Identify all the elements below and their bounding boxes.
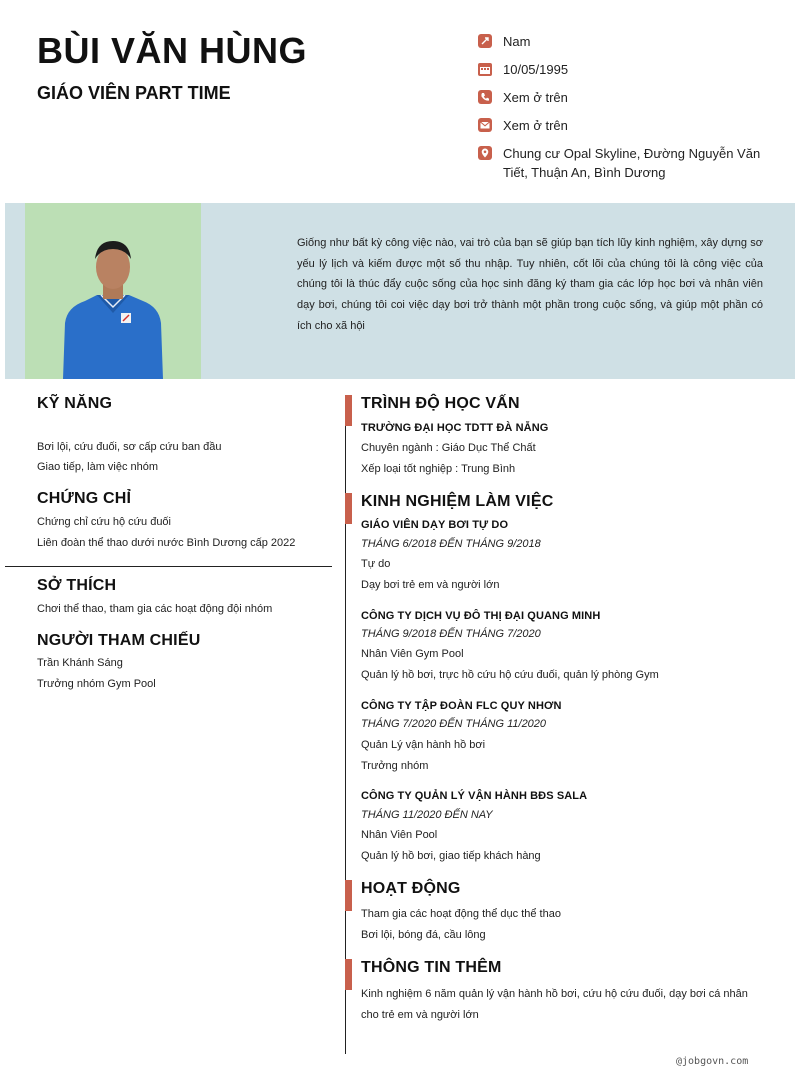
address-value: Chung cư Opal Skyline, Đường Nguyễn Văn Tiết, Thuận An, Bình Dương [503, 146, 761, 180]
contact-email [478, 116, 768, 135]
job-role: Tự do [361, 558, 391, 570]
email-value: Xem ở trên [503, 118, 568, 133]
job-organization: CÔNG TY QUẢN LÝ VẬN HÀNH BĐS SALA [361, 790, 588, 802]
section-marker [345, 959, 352, 990]
certificate-item: Liên đoàn thể thao dưới nước Bình Dương cấp 2022 [37, 537, 296, 549]
section-marker [345, 880, 352, 911]
job-description: Trưởng nhóm [361, 760, 429, 772]
calendar-icon [478, 62, 492, 76]
hobby-item: Chơi thể thao, tham gia các hoạt động đội nhóm [37, 603, 273, 615]
certificates-title: CHỨNG CHỈ [37, 490, 132, 507]
birthdate-value: 10/05/1995 [503, 62, 569, 77]
gender-icon [478, 34, 492, 48]
skill-item: Giao tiếp, làm việc nhóm [37, 461, 159, 473]
section-marker [345, 493, 352, 524]
reference-role: Trưởng nhóm Gym Pool [37, 678, 156, 690]
hobbies-title: SỞ THÍCH [37, 577, 117, 594]
skill-item: Bơi lội, cứu đuối, sơ cấp cứu ban đầu [37, 441, 222, 453]
skills-title: KỸ NĂNG [37, 395, 113, 412]
job-organization: CÔNG TY TẬP ĐOÀN FLC QUY NHƠN [361, 700, 562, 712]
job-period: THÁNG 11/2020 ĐẾN NAY [361, 809, 493, 821]
job-period: THÁNG 6/2018 ĐẾN THÁNG 9/2018 [361, 538, 541, 550]
contact-gender [478, 32, 768, 51]
job-description: Quản lý hồ bơi, trực hồ cứu hộ cứu đuối, quản lý phòng Gym [361, 669, 659, 681]
job-role: Quản Lý vận hành hồ bơi [361, 739, 486, 751]
job-description: Dạy bơi trẻ em và người lớn [361, 579, 500, 591]
contact-phone [478, 88, 768, 107]
section-marker [345, 395, 352, 426]
left-divider [5, 566, 332, 567]
profile-photo [25, 203, 201, 379]
candidate-name: BÙI VĂN HÙNG [37, 30, 308, 71]
phone-icon [478, 90, 492, 104]
job-title: GIÁO VIÊN PART TIME [37, 83, 231, 103]
mail-icon [478, 118, 492, 132]
activity-item: Tham gia các hoạt động thể dục thể thao [361, 908, 561, 920]
career-summary: Giống như bất kỳ công việc nào, vai trò của bạn sẽ giúp bạn tích lũy kinh nghiệm, xây dựng sơ yếu lý lịch và kiếm được một số thu nhập. Tuy nhiên, cốt lõi của chúng tôi là công việc của chúng tôi là thúc đẩy cuộc sống của học sinh đăng ký tham gia các lớp học bơi và nhân viên dạy bơi, chúng tôi coi việc dạy bơi trở thành một phần trong cuộc sống, và giúp một phần có ích cho xã hội [297, 237, 763, 332]
job-organization: GIÁO VIÊN DẠY BƠI TỰ DO [361, 519, 509, 531]
job-period: THÁNG 9/2018 ĐẾN THÁNG 7/2020 [361, 628, 541, 640]
job-organization: CÔNG TY DỊCH VỤ ĐÔ THỊ ĐẠI QUANG MINH [361, 610, 601, 622]
gender-value: Nam [503, 34, 531, 49]
education-school: TRƯỜNG ĐẠI HỌC TDTT ĐÀ NẴNG [361, 422, 549, 434]
education-major: Chuyên ngành : Giáo Dục Thể Chất [361, 442, 536, 454]
references-title: NGƯỜI THAM CHIẾU [37, 632, 201, 649]
watermark: @jobgovn.com [676, 1056, 749, 1067]
contact-info [478, 32, 768, 191]
job-role: Nhân Viên Pool [361, 829, 438, 841]
contact-birthdate [478, 60, 768, 79]
job-description: Quản lý hồ bơi, giao tiếp khách hàng [361, 850, 541, 862]
contact-address [478, 144, 768, 182]
experience-title: KINH NGHIỆM LÀM VIỆC [361, 493, 554, 510]
location-pin-icon [478, 146, 492, 160]
additional-info-text: Kinh nghiệm 6 năm quản lý vận hành hồ bơi, cứu hộ cứu đuối, dạy bơi cá nhân cho trẻ em và người lớn [361, 988, 748, 1021]
additional-info-title: THÔNG TIN THÊM [361, 959, 502, 976]
education-title: TRÌNH ĐỘ HỌC VẤN [361, 395, 520, 412]
job-period: THÁNG 7/2020 ĐẾN THÁNG 11/2020 [361, 718, 547, 730]
certificate-item: Chứng chỉ cứu hộ cứu đuối [37, 516, 171, 528]
activities-title: HOẠT ĐỘNG [361, 880, 461, 897]
phone-value: Xem ở trên [503, 90, 568, 105]
job-role: Nhân Viên Gym Pool [361, 648, 464, 660]
education-grade: Xếp loại tốt nghiệp : Trung Bình [361, 463, 516, 475]
reference-name: Trần Khánh Sáng [37, 657, 123, 669]
activity-item: Bơi lội, bóng đá, cầu lông [361, 929, 486, 941]
